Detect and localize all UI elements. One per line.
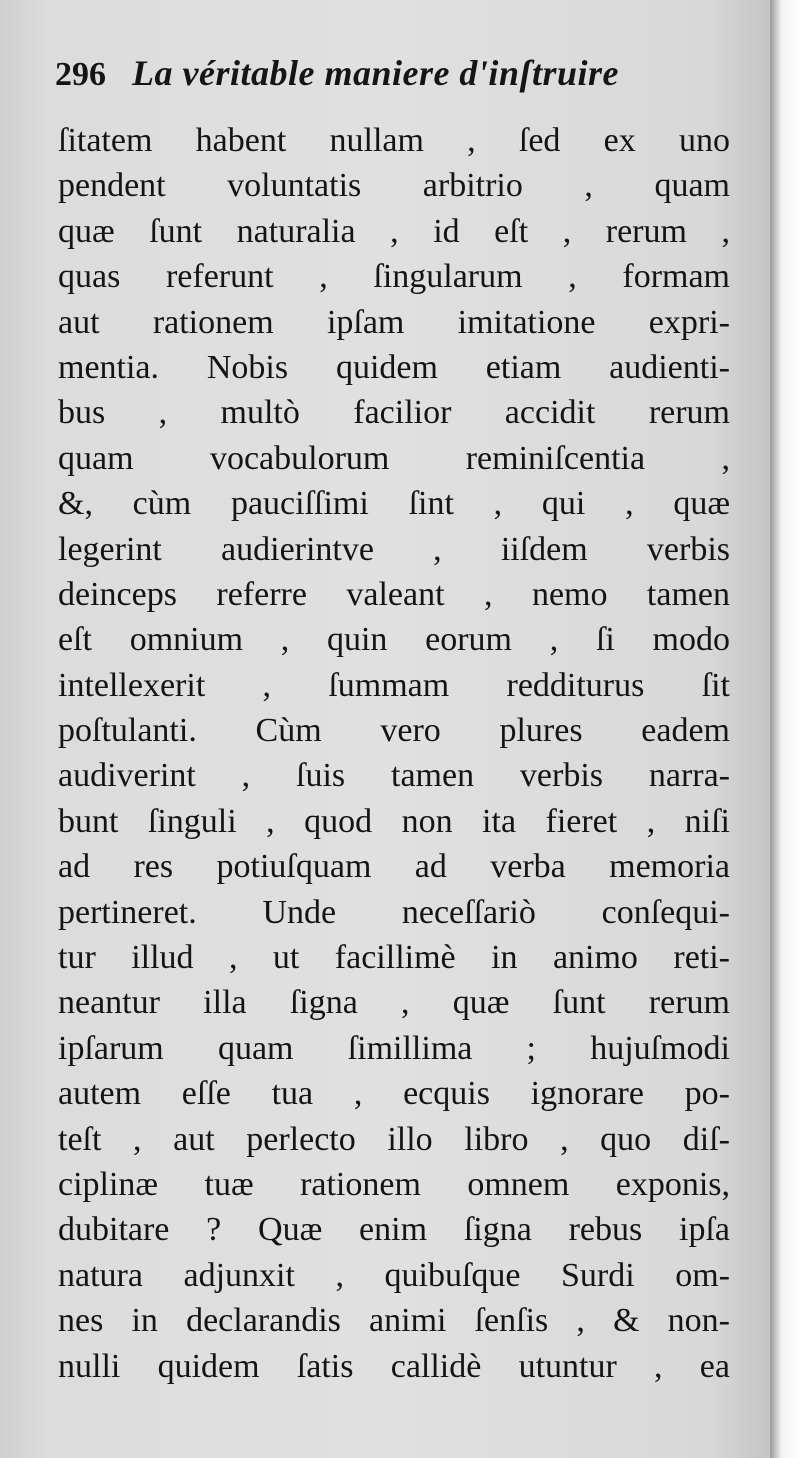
text-line: dubitare ? Quæ enim ſigna rebus ipſa [58, 1211, 730, 1249]
text-line: natura adjunxit , quibuſque Surdi om- [58, 1256, 730, 1294]
page-edge-shadow [770, 0, 800, 1458]
text-line: ſitatem habent nullam , ſed ex uno [58, 122, 730, 159]
text-line: quæ ſunt naturalia , id eſt , rerum , [58, 212, 730, 250]
text-line: bus , multò facilior accidit rerum [58, 394, 730, 432]
text-line: aut rationem ipſam imitatione expri- [58, 303, 730, 341]
text-line: deinceps referre valeant , nemo tamen [58, 575, 730, 613]
text-line: pendent voluntatis arbitrio , quam [58, 167, 730, 205]
text-line: ad res potiuſquam ad verba memoria [58, 848, 730, 886]
text-line: poſtulanti. Cùm vero plures eadem [58, 712, 730, 750]
running-title: La véritable maniere d'inſtruire [132, 53, 619, 93]
text-line: quam vocabulorum reminiſcentia , [58, 439, 730, 477]
text-line: neantur illa ſigna , quæ ſunt rerum [58, 984, 730, 1022]
text-line: teſt , aut perlecto illo libro , quo diſ- [58, 1120, 730, 1158]
text-line: bunt ſinguli , quod non ita fieret , niſi [58, 802, 730, 840]
running-head [55, 52, 735, 102]
text-line: audiverint , ſuis tamen verbis narra- [58, 757, 730, 795]
text-line: &, cùm pauciſſimi ſint , qui , quæ [58, 485, 730, 523]
text-line: tur illud , ut facillimè in animo reti- [58, 939, 730, 977]
text-line: eſt omnium , quin eorum , ſi modo [58, 621, 730, 659]
text-line: legerint audierintve , iiſdem verbis [58, 530, 730, 568]
body-text [58, 118, 730, 1389]
text-line: pertineret. Unde neceſſariò conſequi- [58, 893, 730, 931]
text-line: ciplinæ tuæ rationem omnem exponis, [58, 1165, 730, 1203]
text-line: nes in declarandis animi ſenſis , & non- [58, 1302, 730, 1340]
text-line: quas referunt , ſingularum , formam [58, 258, 730, 296]
text-line: autem eſſe tua , ecquis ignorare po- [58, 1075, 730, 1113]
text-line: ipſarum quam ſimillima ; hujuſmodi [58, 1029, 730, 1067]
text-line: intellexerit , ſummam redditurus ſit [58, 666, 730, 704]
text-line: nulli quidem ſatis callidè utuntur , ea [58, 1347, 730, 1385]
page-number: 296 [55, 56, 106, 93]
text-line: mentia. Nobis quidem etiam audienti- [58, 348, 730, 386]
